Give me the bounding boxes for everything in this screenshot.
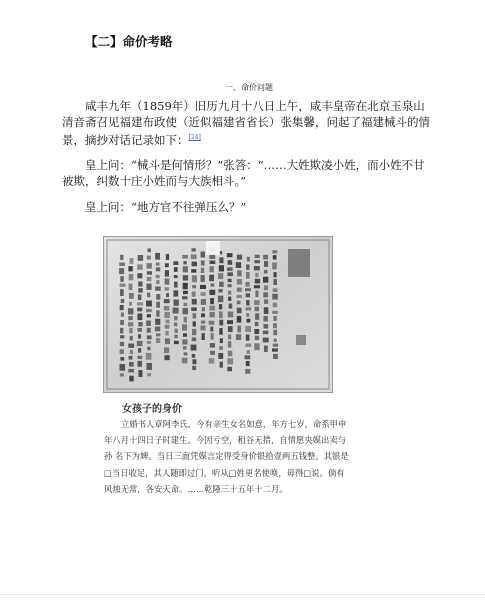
paragraph-3: 皇上问：“地方官不往弹压么？” [85,200,247,214]
sub-heading: 一、命价问题 [225,83,273,92]
figure-caption-body: 立婚书人章阿李氏，今有亲生女名如意，年方七岁，命系甲申年八月十四日子时建生。今因亏空，租谷无措，自情愿央媒出卖与孙 名下为婢。当日三面凭媒言定得受身价银拾壹两五钱整。其银是□当日收足，其人随即过门，听从□姓更名使唤，毋得□说。倘有风烛无常，各安天命。……乾隆三十五年十二月。 [104,419,349,494]
page-bottom-rule [0,594,485,595]
paragraph-2: 皇上问：“械斗是何情形？”张答：“……大姓欺凌小姓，而小姓不甘被欺，纠数十庄小姓而与大族相斗。” [62,158,425,188]
footnote-link[interactable]: [24] [188,134,201,141]
paragraph-1 [62,99,432,148]
figure-caption-title: 女孩子的身价 [122,404,182,415]
paragraph-1-text: 咸丰九年（1859年）旧历九月十八日上午，咸丰皇帝在北京玉泉山清音斋召见福建布政使（近似福建省省长）张集馨，问起了福建械斗的情景，摘抄对话记录如下： [62,99,430,147]
contract-document-image [103,236,333,393]
section-title: 【二】命价考略 [85,34,173,49]
